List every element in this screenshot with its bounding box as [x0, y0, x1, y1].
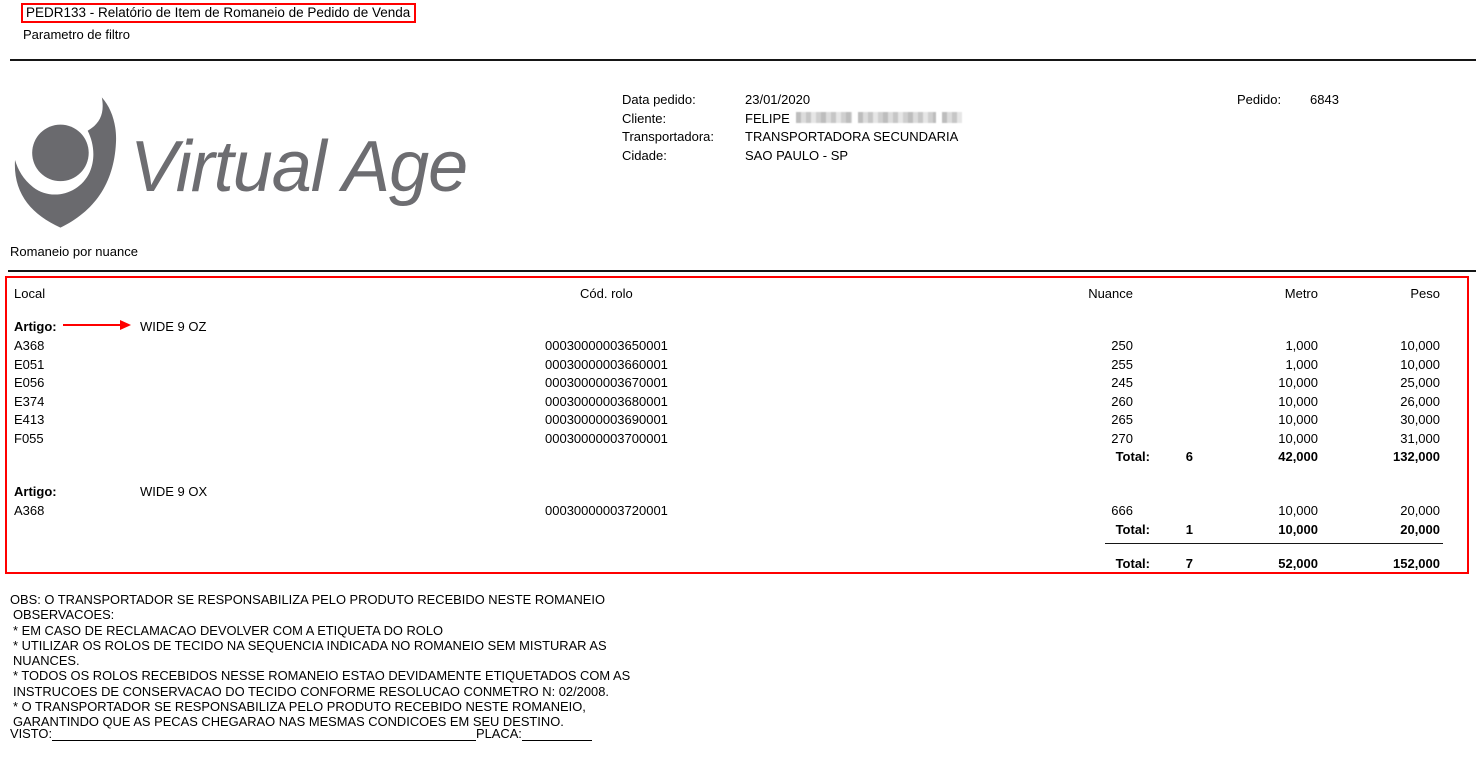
obs-line: * TODOS OS ROLOS RECEBIDOS NESSE ROMANEIO ESTAO DEVIDAMENTE ETIQUETADOS COM AS	[13, 668, 631, 684]
obs-line: INSTRUCOES DE CONSERVACAO DO TECIDO CONFORME RESOLUCAO CONMETRO N: 02/2008.	[13, 683, 609, 699]
cell-cod-rolo: 00030000003720001	[545, 503, 668, 518]
cell-metro: 10,000	[1278, 375, 1318, 390]
col-header-peso: Peso	[1410, 286, 1440, 301]
total-count: 1	[1185, 521, 1193, 537]
grand-total-divider	[1105, 543, 1443, 544]
cell-nuance: 250	[1111, 338, 1133, 353]
cell-peso: 10,000	[1400, 338, 1440, 353]
virtual-age-logo-icon	[13, 97, 121, 232]
cell-metro: 10,000	[1278, 393, 1318, 409]
group-total-row	[0, 449, 1484, 466]
visto-label: VISTO:	[10, 726, 53, 741]
artigo-row	[0, 484, 1484, 501]
cell-cod-rolo: 00030000003670001	[545, 375, 668, 390]
cell-metro: 10,000	[1278, 412, 1318, 427]
grand-total-peso: 152,000	[1393, 556, 1440, 571]
grand-total-metro: 52,000	[1278, 556, 1318, 571]
total-peso: 20,000	[1400, 521, 1440, 537]
total-metro: 42,000	[1278, 449, 1318, 464]
data-pedido-label: Data pedido:	[622, 92, 696, 107]
total-peso: 132,000	[1393, 449, 1440, 464]
red-arrow-icon	[63, 324, 121, 326]
col-header-cod-rolo: Cód. rolo	[580, 286, 633, 301]
cidade-value: SAO PAULO - SP	[745, 147, 849, 163]
redacted-client-name-block	[796, 112, 852, 123]
cell-cod-rolo: 00030000003650001	[545, 338, 668, 353]
cell-local: E056	[14, 375, 45, 390]
grand-total-label: Total:	[1115, 556, 1150, 571]
cell-peso: 20,000	[1400, 503, 1440, 518]
col-header-metro: Metro	[1284, 286, 1318, 301]
artigo-name: WIDE 9 OZ	[140, 319, 207, 334]
cell-nuance: 270	[1111, 430, 1133, 446]
filter-parameter-label: Parametro de filtro	[23, 27, 130, 42]
cell-cod-rolo: 00030000003700001	[545, 430, 668, 446]
data-pedido-value: 23/01/2020	[745, 92, 811, 107]
cell-cod-rolo: 00030000003660001	[545, 356, 668, 372]
cell-peso: 10,000	[1400, 356, 1440, 372]
cell-nuance: 260	[1111, 393, 1133, 409]
cell-local: E413	[14, 412, 45, 427]
cell-local: A368	[14, 338, 45, 353]
cell-nuance: 265	[1111, 412, 1133, 427]
pedido-label: Pedido:	[1237, 92, 1282, 107]
observations-block	[10, 592, 630, 730]
header-divider	[10, 59, 1476, 61]
obs-line: * UTILIZAR OS ROLOS DE TECIDO NA SEQUENCIA INDICADA NO ROMANEIO SEM MISTURAR AS	[13, 637, 607, 653]
total-label: Total:	[1115, 521, 1150, 537]
red-arrow-head-icon	[120, 320, 131, 330]
signature-row	[10, 726, 592, 741]
placa-fill-line	[522, 727, 592, 741]
total-count: 6	[1185, 449, 1193, 464]
grand-total-row	[0, 556, 1484, 573]
brand-name: Virtual Age	[130, 127, 468, 207]
cell-metro: 10,000	[1278, 503, 1318, 518]
cell-peso: 26,000	[1400, 393, 1440, 409]
visto-signature-line	[52, 727, 476, 741]
artigo-row	[0, 319, 1484, 336]
col-header-nuance: Nuance	[1088, 286, 1133, 301]
report-title-box	[21, 3, 416, 23]
cell-local: E051	[14, 356, 45, 372]
cell-peso: 30,000	[1400, 412, 1440, 427]
cell-local: F055	[14, 430, 44, 446]
artigo-label: Artigo:	[14, 319, 57, 334]
cliente-visible-name: FELIPE	[745, 110, 790, 126]
cliente-label: Cliente:	[622, 110, 667, 126]
cliente-value	[745, 111, 962, 126]
cell-nuance: 245	[1111, 375, 1133, 390]
transportadora-value: TRANSPORTADORA SECUNDARIA	[745, 129, 959, 144]
obs-line: * O TRANSPORTADOR SE RESPONSABILIZA PELO PRODUTO RECEBIDO NESTE ROMANEIO,	[13, 699, 586, 715]
cell-metro: 10,000	[1278, 430, 1318, 446]
obs-line: * EM CASO DE RECLAMACAO DEVOLVER COM A ETIQUETA DO ROLO	[13, 622, 444, 638]
redacted-client-name-block	[942, 112, 962, 123]
cidade-label: Cidade:	[622, 147, 667, 163]
section-title: Romaneio por nuance	[10, 244, 138, 259]
cell-nuance: 666	[1111, 503, 1133, 518]
table-row	[0, 375, 1484, 392]
cell-peso: 25,000	[1400, 375, 1440, 390]
cell-local: E374	[14, 393, 45, 409]
table-row	[0, 357, 1484, 374]
cell-peso: 31,000	[1400, 430, 1440, 446]
cell-metro: 1,000	[1285, 356, 1318, 372]
cell-metro: 1,000	[1285, 338, 1318, 353]
report-title: PEDR133 - Relatório de Item de Romaneio de Pedido de Venda	[26, 5, 411, 20]
redacted-client-name-block	[858, 112, 936, 123]
transportadora-label: Transportadora:	[622, 129, 715, 144]
table-top-divider	[8, 270, 1476, 272]
cell-local: A368	[14, 503, 45, 518]
table-header-row	[0, 286, 1484, 303]
table-row	[0, 503, 1484, 520]
table-row	[0, 431, 1484, 448]
cell-cod-rolo: 00030000003690001	[545, 412, 668, 427]
table-row	[0, 338, 1484, 355]
artigo-name: WIDE 9 OX	[140, 484, 208, 499]
obs-line: NUANCES.	[13, 653, 80, 669]
artigo-label: Artigo:	[14, 484, 57, 499]
grand-total-count: 7	[1185, 556, 1193, 571]
table-row	[0, 412, 1484, 429]
group-total-row	[0, 522, 1484, 539]
table-row	[0, 394, 1484, 411]
placa-label: PLACA:	[476, 726, 522, 741]
total-label: Total:	[1115, 449, 1150, 464]
total-metro: 10,000	[1278, 521, 1318, 537]
cell-nuance: 255	[1111, 356, 1133, 372]
obs-line: OBS: O TRANSPORTADOR SE RESPONSABILIZA PELO PRODUTO RECEBIDO NESTE ROMANEIO	[10, 592, 606, 607]
cell-cod-rolo: 00030000003680001	[545, 393, 668, 409]
col-header-local: Local	[14, 286, 46, 301]
obs-line: OBSERVACOES:	[13, 607, 115, 623]
pedido-number: 6843	[1310, 92, 1339, 107]
obs-line: GARANTINDO QUE AS PECAS CHEGARAO NAS MESMAS CONDICOES EM SEU DESTINO.	[13, 714, 564, 730]
